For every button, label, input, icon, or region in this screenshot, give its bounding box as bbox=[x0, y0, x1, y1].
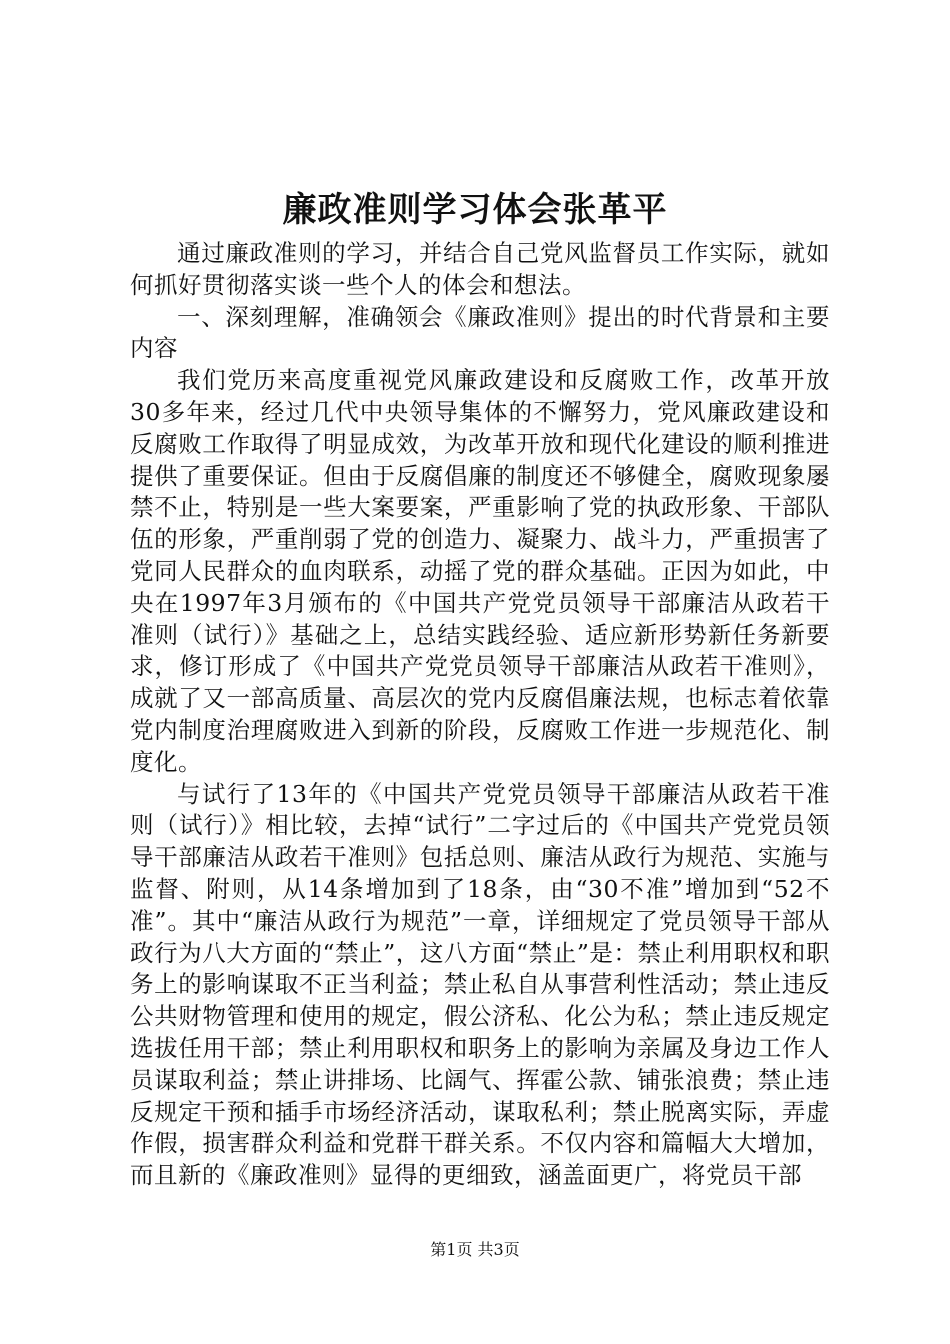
paragraph-background: 我们党历来高度重视党风廉政建设和反腐败工作，改革开放30多年来，经过几代中央领导集体的不懈努力，党风廉政建设和反腐败工作取得了明显成效，为改革开放和现代化建设的顺利推进提供了重要保证。但由于反腐倡廉的制度还不够健全，腐败现象屡禁不止，特别是一些大案要案，严重影响了党的执政形象、干部队伍的形象，严重削弱了党的创造力、凝聚力、战斗力，严重损害了党同人民群众的血肉联系，动摇了党的群众基础。正因为如此，中央在1997年3月颁布的《中国共产党党员领导干部廉洁从政若干准则（试行）》基础之上，总结实践经验、适应新形势新任务新要求，修订形成了《中国共产党党员领导干部廉洁从政若干准则》，成就了又一部高质量、高层次的党内反腐倡廉法规，也标志着依靠党内制度治理腐败进入到新的阶段，反腐败工作进一步规范化、制度化。 bbox=[130, 366, 830, 776]
paragraph-intro: 通过廉政准则的学习，并结合自己党风监督员工作实际，就如何抓好贯彻落实谈一些个人的体会和想法。 bbox=[130, 239, 830, 299]
page-footer: 第1页 共3页 bbox=[430, 1240, 520, 1259]
paragraph-comparison: 与试行了13年的《中国共产党党员领导干部廉洁从政若干准则（试行）》相比较，去掉“试行”二字过后的《中国共产党党员领导干部廉洁从政若干准则》包括总则、廉洁从政行为规范、实施与监督、附则，从14条增加到了18条，由“30不准”增加到“52不准”。其中“廉洁从政行为规范”一章，详细规定了党员领导干部从政行为八大方面的“禁止”，这八方面“禁止”是：禁止利用职权和职务上的影响谋取不正当利益；禁止私自从事营利性活动；禁止违反公共财物管理和使用的规定，假公济私、化公为私；禁止违反规定选拔任用干部；禁止利用职权和职务上的影响为亲属及身边工作人员谋取利益；禁止讲排场、比阔气、挥霍公款、铺张浪费；禁止违反规定干预和插手市场经济活动，谋取私利；禁止脱离实际，弄虚作假，损害群众利益和党群干群关系。不仅内容和篇幅大大增加，而且新的《廉政准则》显得的更细致，涵盖面更广，将党员干部 bbox=[130, 779, 830, 1190]
document-body bbox=[130, 238, 830, 1192]
document-title: 廉政准则学习体会张革平 bbox=[282, 190, 668, 230]
paragraph-section-heading: 一、深刻理解，准确领会《廉政准则》提出的时代背景和主要内容 bbox=[130, 302, 830, 363]
